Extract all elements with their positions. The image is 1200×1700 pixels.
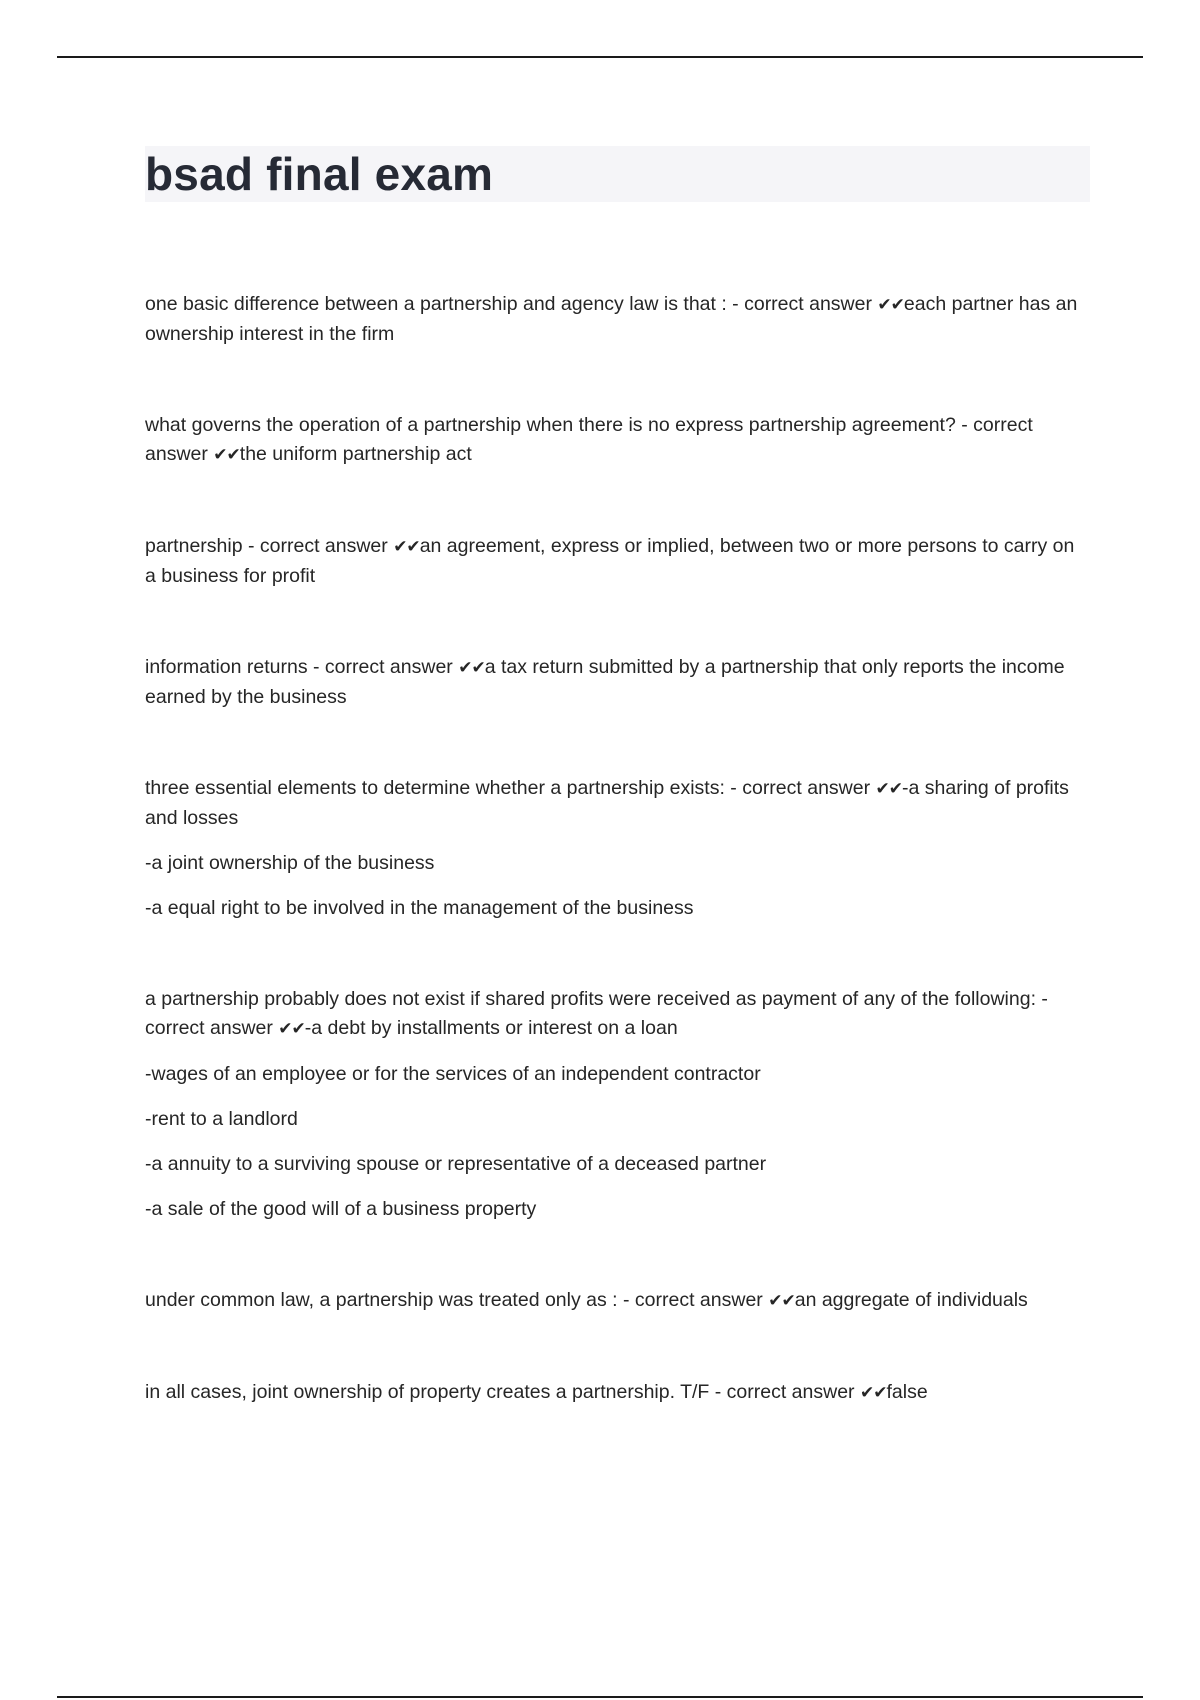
answer-prefix: - correct answer xyxy=(726,293,878,315)
answer-list-line: -rent to a landlord xyxy=(145,1108,298,1130)
double-check-icon: ✔✔ xyxy=(768,1291,795,1311)
answer-list-line: -a annuity to a surviving spouse or representative of a deceased partner xyxy=(145,1153,767,1175)
qa-line xyxy=(145,290,1090,349)
answer-list-line: -a joint ownership of the business xyxy=(145,852,435,874)
answer-prefix: - correct answer xyxy=(709,1381,860,1403)
qa-line xyxy=(145,985,1090,1044)
double-check-icon: ✔✔ xyxy=(278,1019,305,1039)
question-text: three essential elements to determine whether a partnership exists: xyxy=(145,777,725,799)
qa-line xyxy=(145,1378,1090,1408)
qa-item xyxy=(145,653,1090,712)
question-text: a partnership probably does not exist if shared profits were received as payment of any of the following: xyxy=(145,988,1036,1010)
qa-item xyxy=(145,1286,1090,1316)
title-band xyxy=(145,146,1090,202)
question-text: information returns xyxy=(145,656,308,678)
document-title: bsad final exam xyxy=(145,148,494,200)
double-check-icon: ✔✔ xyxy=(859,1383,887,1403)
answer-text: -a sharing of profits and losses xyxy=(145,777,1069,829)
answer-text: the uniform partnership act xyxy=(239,443,472,465)
qa-line xyxy=(145,774,1090,833)
bottom-divider xyxy=(57,1696,1143,1698)
answer-text: -a debt by installments or interest on a loan xyxy=(304,1017,678,1039)
answer-text: false xyxy=(886,1381,928,1403)
double-check-icon: ✔✔ xyxy=(877,295,904,315)
question-text: one basic difference between a partnership and agency law is that : xyxy=(145,293,727,315)
answer-list-line: -wages of an employee or for the services of an independent contractor xyxy=(145,1063,761,1085)
answer-text: an aggregate of individuals xyxy=(794,1289,1028,1311)
qa-item xyxy=(145,774,1090,923)
answer-text: each partner has an ownership interest in the firm xyxy=(145,293,1078,345)
qa-line xyxy=(145,532,1090,591)
answer-prefix: - correct answer xyxy=(242,535,394,557)
question-text: under common law, a partnership was treated only as : xyxy=(145,1289,618,1311)
answer-prefix: - correct answer xyxy=(724,777,876,799)
question-text: what governs the operation of a partnership when there is no express partnership agreement? xyxy=(145,414,956,436)
answer-prefix: - correct answer xyxy=(617,1289,769,1311)
qa-line xyxy=(145,1286,1090,1316)
qa-item xyxy=(145,985,1090,1224)
double-check-icon: ✔✔ xyxy=(393,537,420,557)
answer-list-line: -a sale of the good will of a business property xyxy=(145,1198,537,1220)
double-check-icon: ✔✔ xyxy=(458,658,485,678)
qa-item xyxy=(145,1378,1090,1408)
answer-prefix: - correct answer xyxy=(145,988,1048,1039)
qa-line xyxy=(145,653,1090,712)
qa-item xyxy=(145,290,1090,349)
answer-text: an agreement, express or implied, between two or more persons to carry on a business for profit xyxy=(145,535,1075,587)
top-divider xyxy=(57,56,1143,58)
question-text: partnership xyxy=(145,535,243,557)
double-check-icon: ✔✔ xyxy=(875,779,903,799)
qa-item xyxy=(145,411,1090,470)
qa-line xyxy=(145,411,1090,470)
answer-prefix: - correct answer xyxy=(145,414,1033,465)
answer-text: a tax return submitted by a partnership that only reports the income earned by the business xyxy=(145,656,1065,708)
answer-prefix: - correct answer xyxy=(307,656,459,678)
qa-item xyxy=(145,532,1090,591)
double-check-icon: ✔✔ xyxy=(213,445,240,465)
question-text: in all cases, joint ownership of property creates a partnership. T/F xyxy=(145,1381,710,1403)
answer-list-line: -a equal right to be involved in the management of the business xyxy=(145,897,694,919)
qa-list xyxy=(145,290,1090,1470)
